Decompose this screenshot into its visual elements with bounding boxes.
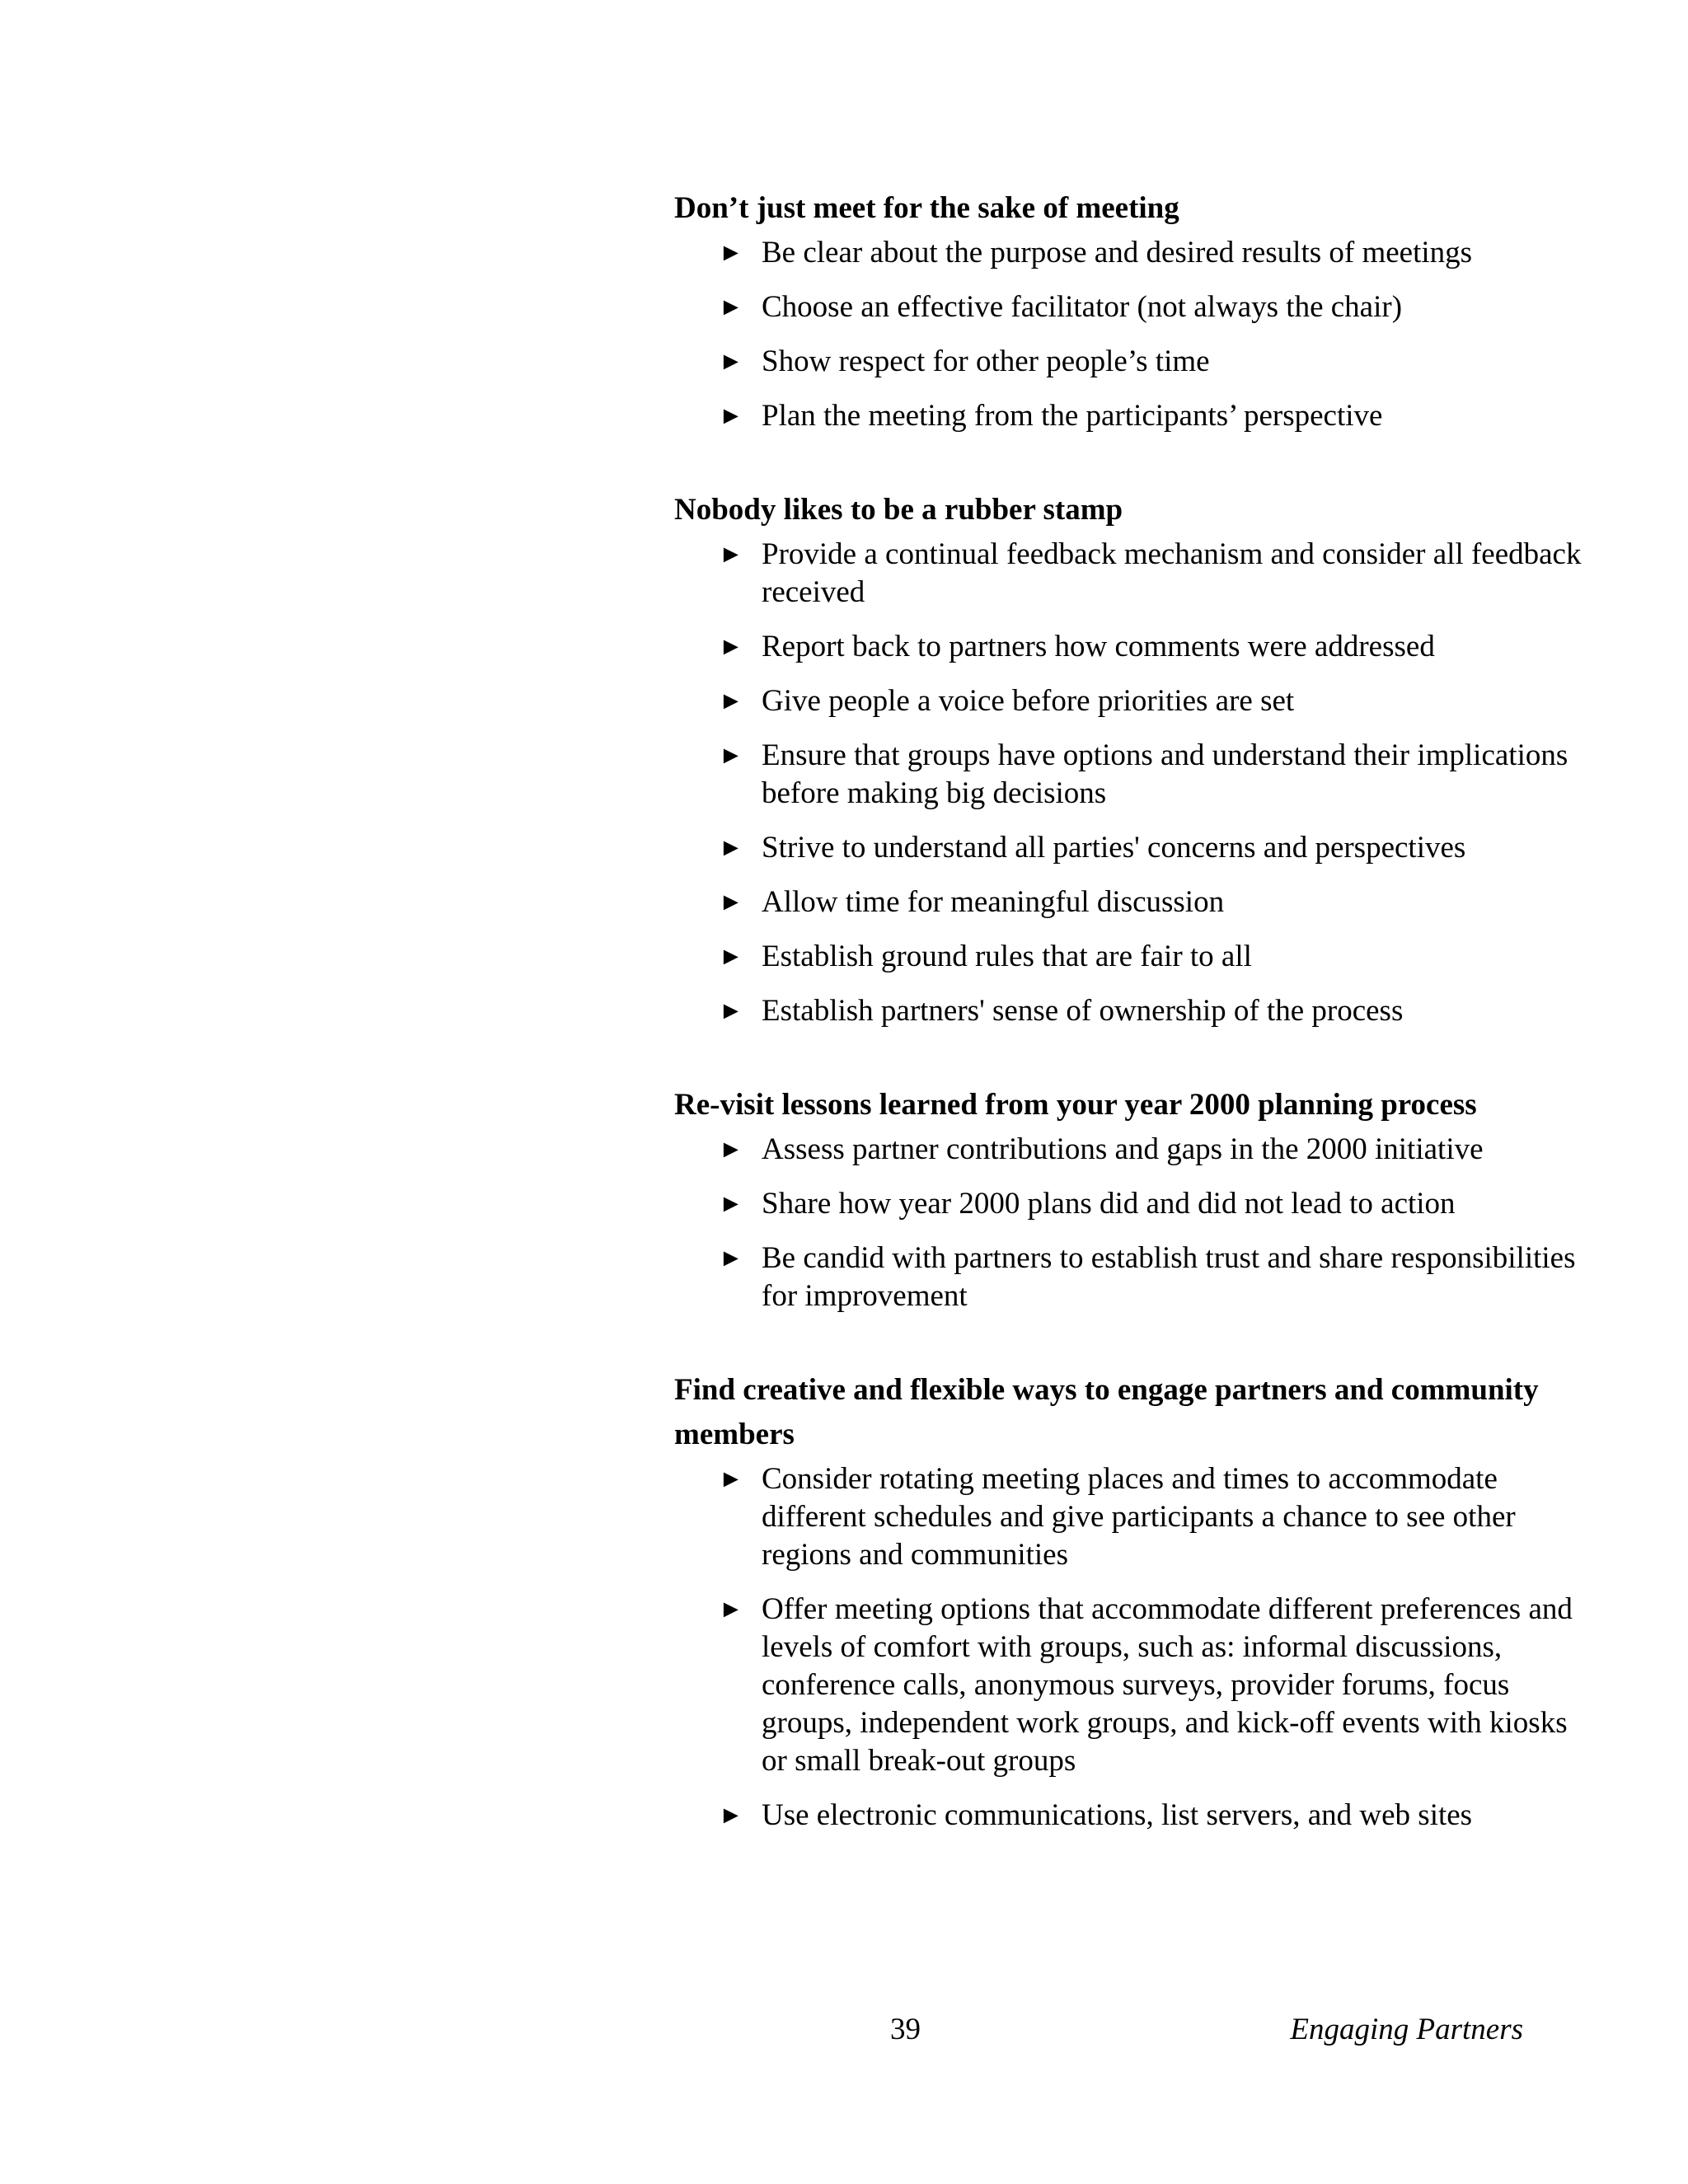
document-body <box>674 186 1589 1887</box>
list-item-text: Use electronic communications, list servers, and web sites <box>762 1798 1473 1832</box>
list-item-text: Consider rotating meeting places and times to accommodate different schedules and give participants a chance to see other regions and communities <box>762 1462 1516 1572</box>
list-item <box>674 234 1589 272</box>
triangle-bullet-icon: ► <box>719 742 743 769</box>
list-item-text: Be clear about the purpose and desired results of meetings <box>762 236 1473 269</box>
triangle-bullet-icon: ► <box>719 348 743 375</box>
list-item <box>674 1240 1589 1315</box>
triangle-bullet-icon: ► <box>719 293 743 321</box>
list-item-text: Be candid with partners to establish trust and share responsibilities for improvement <box>762 1241 1576 1313</box>
list-item-text: Ensure that groups have options and understand their implications before making big decisions <box>762 738 1568 810</box>
bullet-list <box>674 536 1589 1030</box>
list-item <box>674 682 1589 720</box>
running-title: Engaging Partners <box>1290 2013 1523 2046</box>
list-item-text: Plan the meeting from the participants’ perspective <box>762 399 1383 433</box>
section-heading: Nobody likes to be a rubber stamp <box>674 493 1123 527</box>
section-heading: Find creative and flexible ways to engage partners and community members <box>674 1373 1539 1451</box>
triangle-bullet-icon: ► <box>719 239 743 266</box>
list-item-text: Assess partner contributions and gaps in the 2000 initiative <box>762 1132 1484 1166</box>
list-item-text: Share how year 2000 plans did and did not lead to action <box>762 1187 1456 1221</box>
triangle-bullet-icon: ► <box>719 1190 743 1217</box>
list-item-text: Provide a continual feedback mechanism and consider all feedback received <box>762 537 1582 609</box>
bullet-list <box>674 234 1589 435</box>
section-meeting-purpose <box>674 186 1589 435</box>
list-item <box>674 1591 1589 1780</box>
list-item <box>674 1131 1589 1169</box>
list-item <box>674 938 1589 976</box>
page-number: 39 <box>890 2013 921 2046</box>
list-item <box>674 1797 1589 1835</box>
list-item <box>674 536 1589 612</box>
list-item-text: Establish partners' sense of ownership of the process <box>762 994 1404 1028</box>
triangle-bullet-icon: ► <box>719 888 743 916</box>
list-item <box>674 343 1589 381</box>
list-item-text: Report back to partners how comments were addressed <box>762 630 1435 663</box>
section-heading: Re-visit lessons learned from your year 2000 planning process <box>674 1088 1477 1122</box>
triangle-bullet-icon: ► <box>719 997 743 1024</box>
list-item-text: Show respect for other people’s time <box>762 344 1210 378</box>
list-item <box>674 288 1589 326</box>
list-item-text: Choose an effective facilitator (not always the chair) <box>762 290 1403 324</box>
list-item <box>674 1185 1589 1223</box>
list-item <box>674 883 1589 921</box>
list-item <box>674 1460 1589 1574</box>
section-lessons-learned <box>674 1083 1589 1315</box>
triangle-bullet-icon: ► <box>719 834 743 861</box>
section-creative-engagement <box>674 1368 1589 1835</box>
triangle-bullet-icon: ► <box>719 943 743 970</box>
triangle-bullet-icon: ► <box>719 687 743 715</box>
triangle-bullet-icon: ► <box>719 541 743 568</box>
triangle-bullet-icon: ► <box>719 633 743 660</box>
list-item-text: Give people a voice before priorities are set <box>762 684 1295 718</box>
triangle-bullet-icon: ► <box>719 1802 743 1829</box>
triangle-bullet-icon: ► <box>719 1596 743 1623</box>
list-item-text: Allow time for meaningful discussion <box>762 885 1225 919</box>
section-heading: Don’t just meet for the sake of meeting <box>674 191 1179 225</box>
bullet-list <box>674 1131 1589 1315</box>
section-rubber-stamp <box>674 488 1589 1030</box>
list-item-text: Establish ground rules that are fair to all <box>762 940 1252 973</box>
bullet-list <box>674 1460 1589 1835</box>
list-item <box>674 397 1589 435</box>
list-item-text: Offer meeting options that accommodate different preferences and levels of comfort with groups, such as: informal discussions, conference calls, anonymous surveys, provider forums, focus groups, independent work groups, and kick-off events with kiosks or small break-out groups <box>762 1592 1573 1778</box>
list-item-text: Strive to understand all parties' concerns and perspectives <box>762 831 1466 865</box>
list-item <box>674 737 1589 813</box>
triangle-bullet-icon: ► <box>719 1244 743 1272</box>
triangle-bullet-icon: ► <box>719 1465 743 1493</box>
list-item <box>674 992 1589 1030</box>
triangle-bullet-icon: ► <box>719 1136 743 1163</box>
list-item <box>674 628 1589 666</box>
list-item <box>674 829 1589 867</box>
triangle-bullet-icon: ► <box>719 402 743 429</box>
